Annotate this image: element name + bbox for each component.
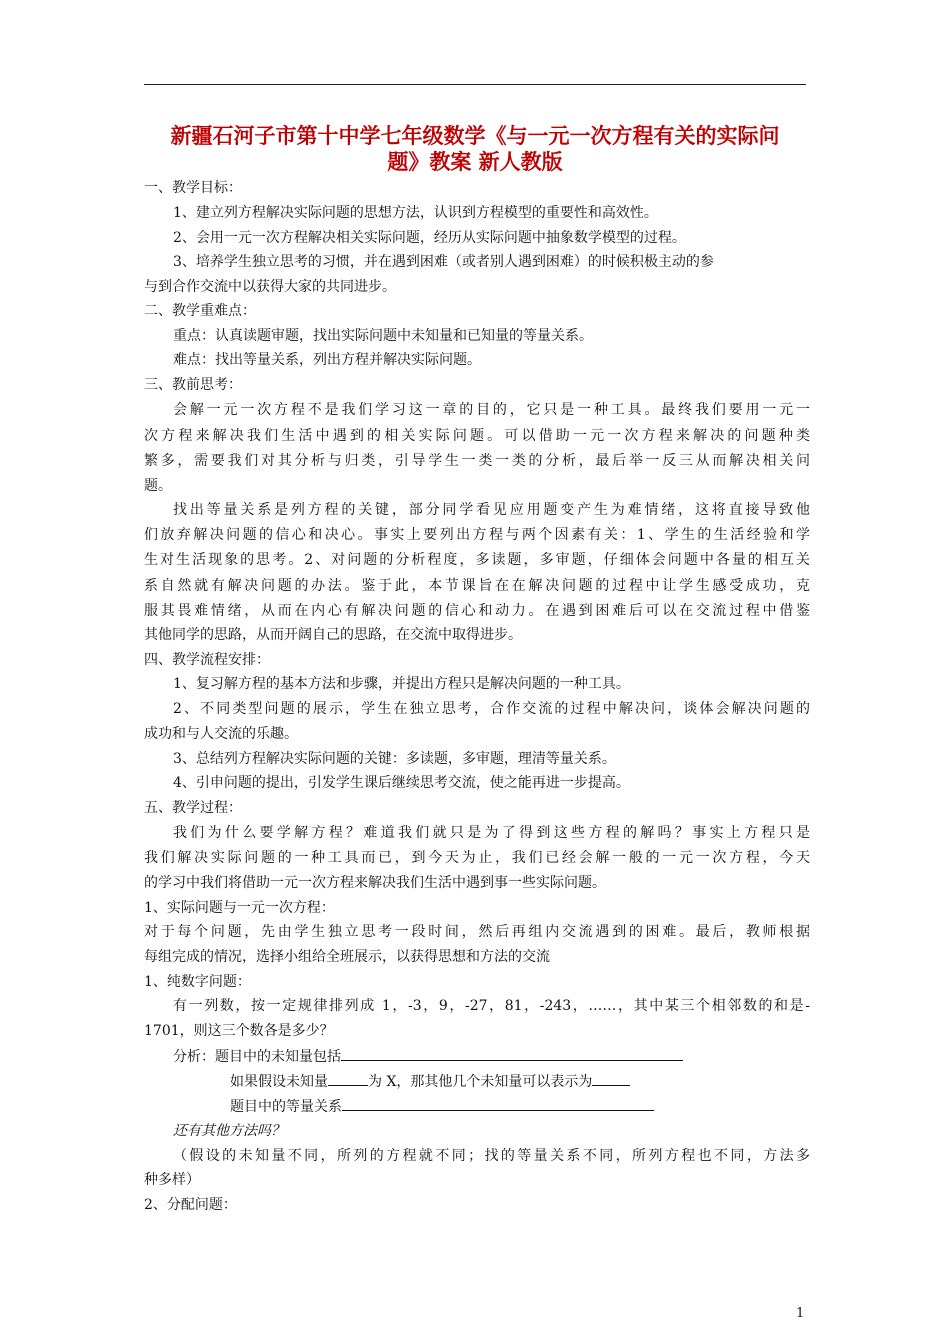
section-heading-objectives: 一、教学目标： (144, 180, 242, 196)
paragraph-line: 找出等量关系是列方程的关键，部分同学看见应用题变产生为难情绪，这将直接导致他 (173, 502, 810, 518)
section-heading-process: 五、教学过程： (144, 800, 242, 816)
document-title-line-1: 新疆石河子市第十中学七年级数学《与一元一次方程有关的实际问 (170, 124, 780, 148)
subsection-heading: 1、实际问题与一元一次方程： (144, 900, 335, 916)
document-title-line-2: 题》教案 新人教版 (387, 150, 563, 174)
section-heading-flow: 四、教学流程安排： (144, 652, 270, 668)
analysis-label: 如果假设未知量 (230, 1074, 328, 1090)
paragraph-line: 2、不同类型问题的展示，学生在独立思考，合作交流的过程中解决问，谈体会解决问题的 (173, 701, 810, 717)
paragraph-line: 4、引申问题的提出，引发学生课后继续思考交流，使之能再进一步提高。 (173, 775, 630, 791)
answer-blank[interactable] (328, 1071, 368, 1086)
page-number: 1 (796, 1306, 805, 1321)
paragraph-line: 3、培养学生独立思考的习惯，并在遇到困难（或者别人遇到困难）的时候积极主动的参 (173, 254, 714, 270)
paragraph-line: 次方程来解决我们生活中遇到的相关实际问题。可以借助一元一次方程来解决的问题种类 (144, 428, 810, 444)
paragraph-line: 题。 (144, 478, 172, 494)
paragraph-line: 有一列数，按一定规律排列成 1，-3，9，-27，81，-243，……，其中某三个相邻数的和是- (173, 998, 810, 1014)
paragraph-line: 3、总结列方程解决实际问题的关键：多读题，多审题，理清等量关系。 (173, 751, 616, 767)
paragraph-line: 其他同学的思路，从而开阔自己的思路，在交流中取得进步。 (144, 627, 522, 643)
paragraph-line: 系自然就有解决问题的办法。鉴于此，本节课旨在在解决问题的过程中让学生感受成功，克 (144, 578, 810, 594)
answer-blank[interactable] (341, 1046, 683, 1061)
answer-blank[interactable] (342, 1096, 654, 1111)
paragraph-line: 难点：找出等量关系，列出方程并解决实际问题。 (173, 352, 481, 368)
section-heading-pre-thinking: 三、教前思考： (144, 377, 242, 393)
analysis-line-equation (230, 1096, 896, 1117)
paragraph-line: 1701，则这三个数各是多少？ (144, 1023, 334, 1039)
analysis-line-assume (230, 1071, 896, 1092)
paragraph-line: 我们为什么要学解方程？难道我们就只是为了得到这些方程的解吗？事实上方程只是 (173, 825, 810, 841)
paragraph-line: 重点：认真读题审题，找出实际问题中未知量和已知量的等量关系。 (173, 328, 593, 344)
other-methods-question: 还有其他方法吗？ (173, 1123, 285, 1139)
header-rule (144, 84, 806, 85)
problem-heading-numbers: 1、纯数字问题： (144, 974, 251, 990)
paragraph-line: 对于每个问题，先由学生独立思考一段时间，然后再组内交流遇到的困难。最后，教师根据 (144, 924, 810, 940)
paragraph-line: 繁多，需要我们对其分析与归类，引导学生一类一类的分析，最后举一反三从而解决相关问 (144, 453, 810, 469)
paragraph-line: 与到合作交流中以获得大家的共同进步。 (144, 279, 396, 295)
paragraph-line: （假设的未知量不同，所列的方程就不同；找的等量关系不同，所列方程也不同，方法多 (173, 1148, 810, 1164)
paragraph-line: 服其畏难情绪，从而在内心有解决问题的信心和动力。在遇到困难后可以在交流过程中借鉴 (144, 603, 810, 619)
paragraph-line: 我们解决实际问题的一种工具而已，到今天为止，我们已经会解一般的一元一次方程，今天 (144, 850, 810, 866)
answer-blank[interactable] (592, 1071, 630, 1086)
analysis-label: 分析：题目中的未知量包括 (173, 1049, 341, 1065)
paragraph-line: 们放弃解决问题的信心和决心。事实上要列出方程与两个因素有关：1、学生的生活经验和学 (144, 527, 810, 543)
paragraph-line: 的学习中我们将借助一元一次方程来解决我们生活中遇到事一些实际问题。 (144, 875, 606, 891)
analysis-label: 为 X，那其他几个未知量可以表示为 (368, 1074, 593, 1090)
analysis-line-unknowns (173, 1046, 839, 1067)
problem-heading-distribution: 2、分配问题： (144, 1197, 237, 1213)
paragraph-line: 种多样） (144, 1172, 200, 1188)
paragraph-line: 每组完成的情况，选择小组给全班展示，以获得思想和方法的交流 (144, 949, 550, 965)
paragraph-line: 1、复习解方程的基本方法和步骤，并提出方程只是解决问题的一种工具。 (173, 676, 630, 692)
analysis-label: 题目中的等量关系 (230, 1099, 342, 1115)
paragraph-line: 会解一元一次方程不是我们学习这一章的目的，它只是一种工具。最终我们要用一元一 (173, 402, 810, 418)
section-heading-key-points: 二、教学重难点： (144, 303, 256, 319)
paragraph-line: 成功和与人交流的乐趣。 (144, 726, 298, 742)
paragraph-line: 1、建立列方程解决实际问题的思想方法，认识到方程模型的重要性和高效性。 (173, 205, 658, 221)
paragraph-line: 生对生活现象的思考。2、对问题的分析程度，多读题，多审题，仔细体会问题中各量的相互关 (144, 552, 810, 568)
paragraph-line: 2、会用一元一次方程解决相关实际问题，经历从实际问题中抽象数学模型的过程。 (173, 230, 686, 246)
